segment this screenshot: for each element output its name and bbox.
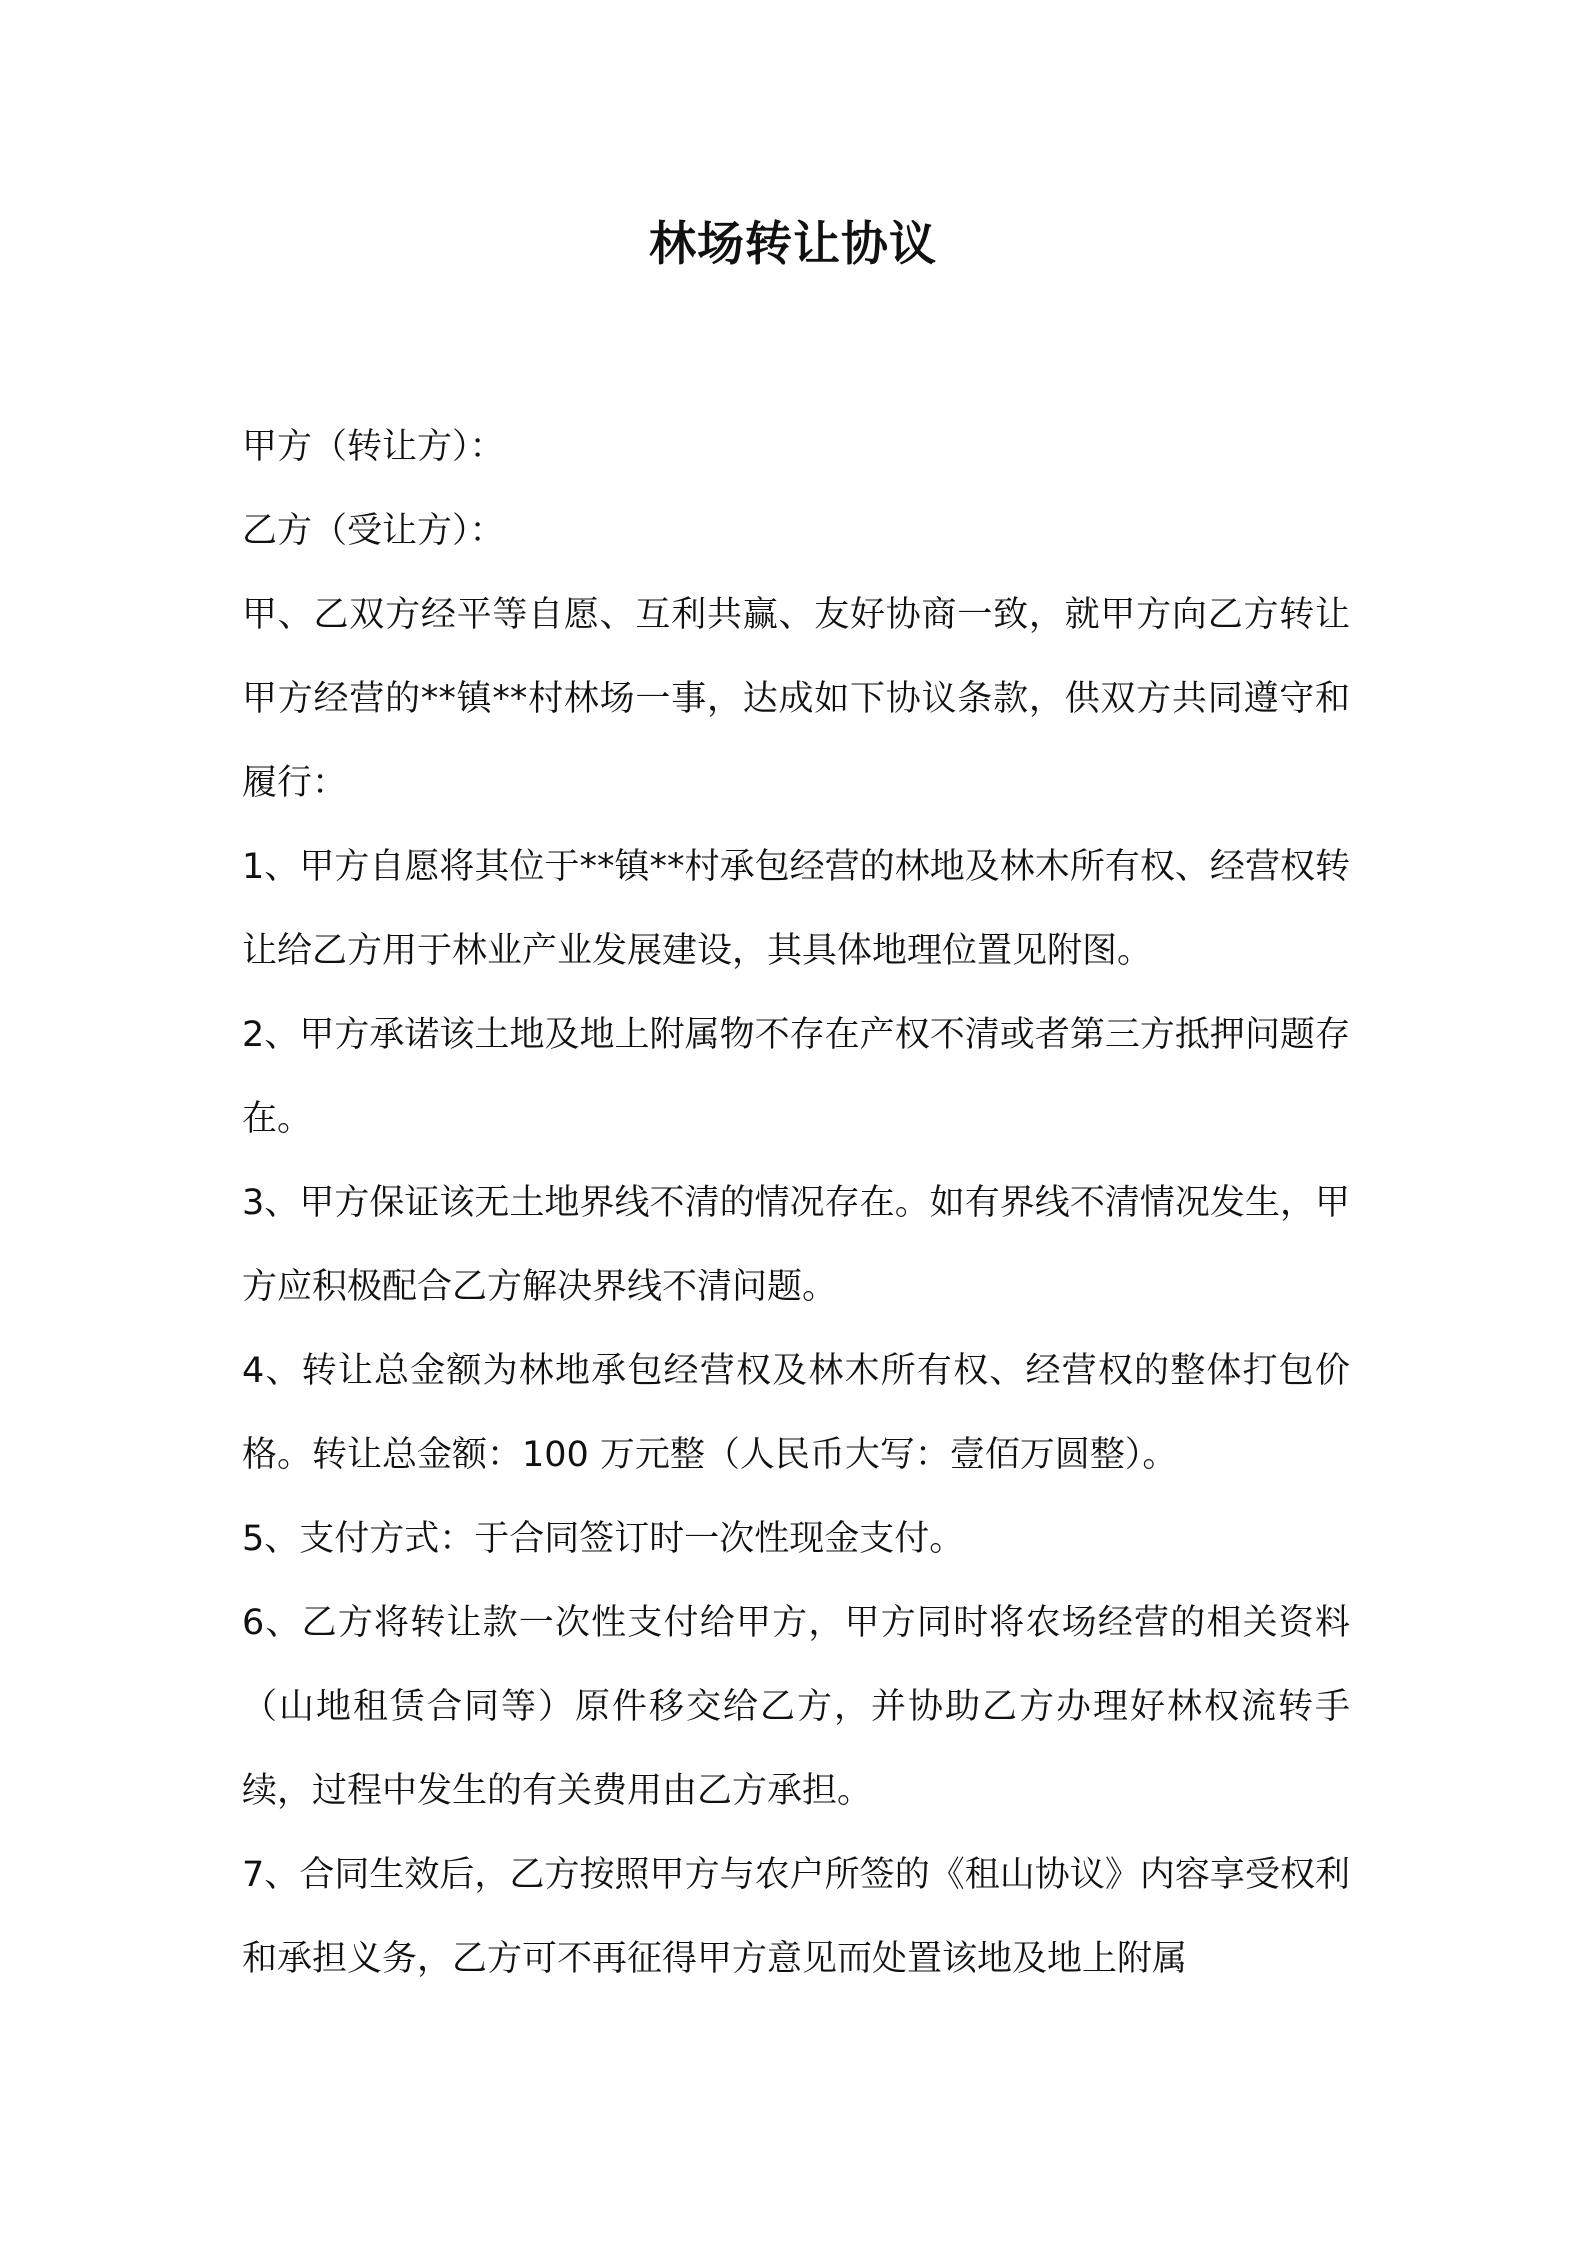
clause-3: 3、甲方保证该无土地界线不清的情况存在。如有界线不清情况发生，甲方应积极配合乙方解决界线不清问题。 [242,1183,1350,1307]
clause-7: 7、合同生效后，乙方按照甲方与农户所签的《租山协议》内容享受权利和承担义务，乙方可不再征得甲方意见而处置该地及地上附属 [242,1855,1350,1979]
document-body [242,405,1350,2001]
party-a-line: 甲方（转让方）： [242,427,505,467]
party-b-line: 乙方（受让方）： [242,511,505,551]
clause-2: 2、甲方承诺该土地及地上附属物不存在产权不清或者第三方抵押问题存在。 [242,1015,1350,1139]
clause-1: 1、甲方自愿将其位于**镇**村承包经营的林地及林木所有权、经营权转让给乙方用于林业产业发展建设，其具体地理位置见附图。 [242,847,1350,971]
clause-6: 6、乙方将转让款一次性支付给甲方，甲方同时将农场经营的相关资料（山地租赁合同等）原件移交给乙方，并协助乙方办理好林权流转手续，过程中发生的有关费用由乙方承担。 [242,1603,1350,1811]
intro-paragraph: 甲、乙双方经平等自愿、互利共赢、友好协商一致，就甲方向乙方转让甲方经营的**镇**村林场一事，达成如下协议条款，供双方共同遵守和履行： [242,595,1350,803]
clause-5: 5、支付方式：于合同签订时一次性现金支付。 [242,1519,965,1559]
document-title: 林场转让协议 [649,217,937,272]
clause-4: 4、转让总金额为林地承包经营权及林木所有权、经营权的整体打包价格。转让总金额：100 万元整（人民币大写：壹佰万圆整）。 [242,1351,1350,1475]
